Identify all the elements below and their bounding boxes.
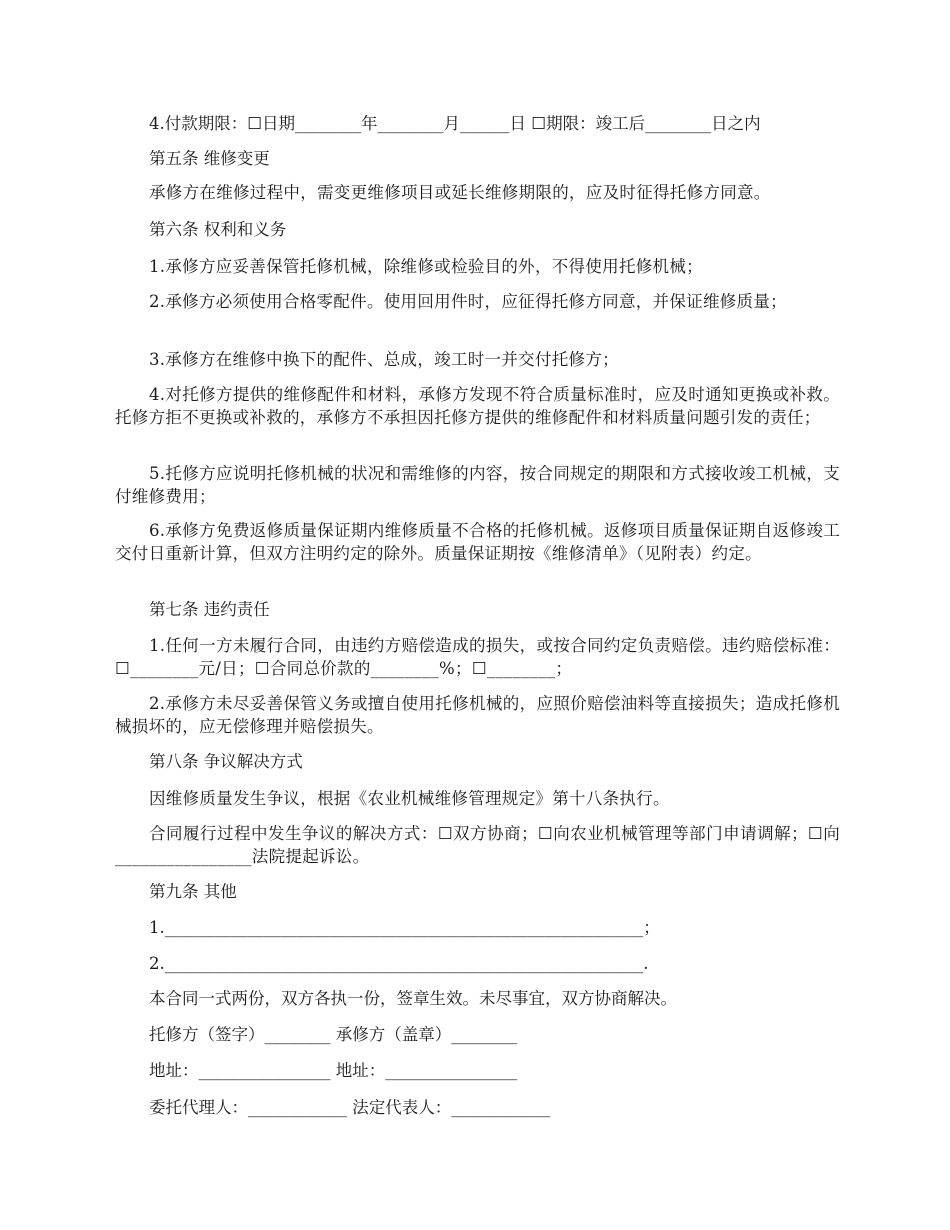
article-6-item-4: 4.对托修方提供的维修配件和材料，承修方发现不符合质量标准时，应及时通知更换或补救。托修方拒不更换或补救的，承修方不承担因托修方提供的维修配件和材料质量问题引发的责任； <box>115 385 840 427</box>
article-6-item-5: 5.托修方应说明托修机械的状况和需维修的内容，按合同规定的期限和方式接收竣工机械，支付维修费用； <box>115 464 840 506</box>
article-8-paragraph-2: 合同履行过程中发生争议的解决方式：☐双方协商；☐向农业机械管理等部门申请调解；☐向________________法院提起诉讼。 <box>115 824 840 866</box>
address-line: 地址：________________ 地址：________________ <box>149 1061 518 1080</box>
article-8-heading: 第八条 争议解决方式 <box>149 752 303 771</box>
payment-term-line: 4.付款期限：☐日期________年________月______日 ☐期限：竣工后________日之内 <box>149 114 761 133</box>
signature-line: 托修方（签字）________ 承修方（盖章）________ <box>149 1025 518 1044</box>
article-6-item-6: 6.承修方免费返修质量保证期内维修质量不合格的托修机械。返修项目质量保证期自返修竣工交付日重新计算，但双方注明约定的除外。质量保证期按《维修清单》（见附表）约定。 <box>115 521 840 563</box>
article-6-heading: 第六条 权利和义务 <box>149 220 287 239</box>
article-7-item-1: 1.任何一方未履行合同，由违约方赔偿造成的损失，或按合同约定负责赔偿。违约赔偿标准：☐________元/日；☐合同总价款的________%；☐________； <box>115 636 840 678</box>
representative-line: 委托代理人：____________ 法定代表人：____________ <box>149 1098 551 1117</box>
article-6-item-1: 1.承修方应妥善保管托修机械，除维修或检验目的外，不得使用托修机械； <box>149 257 703 276</box>
article-5-heading: 第五条 维修变更 <box>149 149 270 168</box>
article-8-paragraph-1: 因维修质量发生争议，根据《农业机械维修管理规定》第十八条执行。 <box>149 789 670 808</box>
article-7-heading: 第七条 违约责任 <box>149 600 270 619</box>
article-9-heading: 第九条 其他 <box>149 882 237 901</box>
article-9-item-2: 2.__________________________________________________________. <box>149 954 649 973</box>
closing-statement: 本合同一式两份，双方各执一份，签章生效。未尽事宜，双方协商解决。 <box>149 989 677 1008</box>
article-9-item-1: 1.__________________________________________________________； <box>149 918 660 937</box>
article-6-item-2: 2.承修方必须使用合格零配件。使用回用件时，应征得托修方同意，并保证维修质量； <box>149 292 787 311</box>
article-5-paragraph: 承修方在维修过程中，需变更维修项目或延长维修期限的，应及时征得托修方同意。 <box>149 183 771 202</box>
article-7-item-2: 2.承修方未尽妥善保管义务或擅自使用托修机械的，应照价赔偿油料等直接损失；造成托修机械损坏的，应无偿修理并赔偿损失。 <box>115 694 840 736</box>
article-6-item-3: 3.承修方在维修中换下的配件、总成，竣工时一并交付托修方； <box>149 350 619 369</box>
